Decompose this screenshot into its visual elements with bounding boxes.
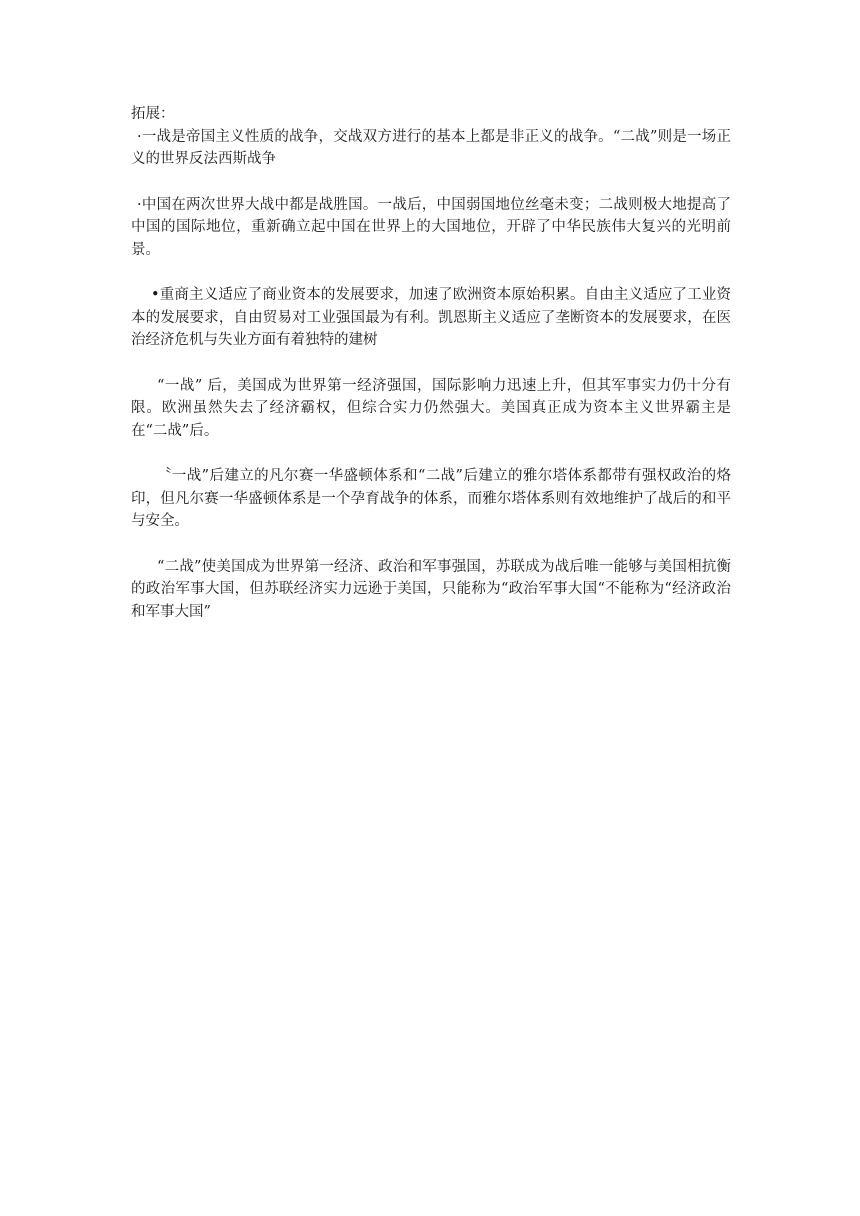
paragraph-us-after-ww1: “一战” 后，美国成为世界第一经济强国，国际影响力迅速上升，但其军事实力仍十分有限。欧洲虽然失去了经济霸权，但综合实力仍然强大。美国真正成为资本主义世界霸主是在“二战”后。	[131, 377, 731, 439]
paragraph-economic-theories: •重商主义适应了商业资本的发展要求，加速了欧洲资本原始积累。自由主义适应了工业资本的发展要求，自由贸易对工业强国最为有利。凯恩斯主义适应了垄断资本的发展要求，在医治经济危机与失业方面有着独特的建树	[131, 287, 731, 348]
paragraph-international-systems: 〝一战”后建立的凡尔赛一华盛顿体系和“二战”后建立的雅尔塔体系都带有强权政治的烙印，但凡尔赛一华盛顿体系是一个孕育战争的体系，而雅尔塔体系则有效地维护了战后的和平与安全。	[131, 468, 731, 529]
paragraph-us-ussr-after-ww2: “二战”使美国成为世界第一经济、政治和军事强国，苏联成为战后唯一能够与美国相抗衡的政治军事大国，但苏联经济实力远逊于美国，只能称为“政治军事大国“不能称为“经济政治和军事大国”	[131, 558, 731, 620]
document-heading: 拓展：	[131, 106, 175, 122]
paragraph-china-status: ·中国在两次世界大战中都是战胜国。一战后，中国弱国地位丝毫未变；二战则极大地提高了中国的国际地位，重新确立起中国在世界上的大国地位，开辟了中华民族伟大复兴的光明前景。	[131, 196, 731, 258]
paragraph-ww1-ww2-nature: ·一战是帝国主义性质的战争，交战双方进行的基本上都是非正义的战争。“二战”则是一场正义的世界反法西斯战争	[131, 128, 731, 167]
document-body	[131, 103, 731, 623]
